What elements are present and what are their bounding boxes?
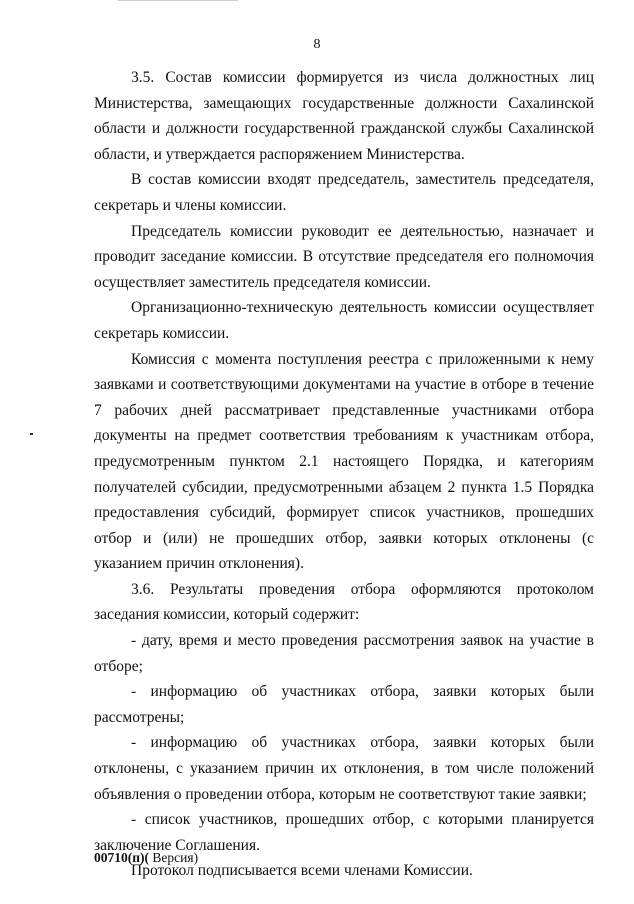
paragraph-secretary: Организационно-техническую деятельность комиссии осуществляет секретарь комиссии.	[94, 299, 594, 342]
document-code-number: 00710(п)(	[94, 850, 150, 865]
paragraph-3-5: 3.5. Состав комиссии формируется из числа должностных лиц Министерства, замещающих государственные должности Сахалинской области и должности государственной гражданской службы Сахалинской области, и утверждается распоряжением Министерства.	[94, 69, 594, 163]
list-item-reviewed-applications: - информацию об участниках отбора, заявки которых были рассмотрены;	[94, 683, 594, 726]
paragraph-chairman: Председатель комиссии руководит ее деятельностью, назначает и проводит заседание комиссии. В отсутствие председателя его полномочия осуществляет заместитель председателя комиссии.	[94, 222, 594, 291]
paragraph-protocol-signing: Протокол подписывается всеми членами Комиссии.	[131, 862, 473, 880]
scan-edge-line	[118, 0, 238, 1]
page-number: 8	[313, 37, 321, 52]
scan-speck	[30, 433, 33, 435]
list-item-date-time-place: - дату, время и место проведения рассмотрения заявок на участие в отборе;	[94, 632, 594, 675]
paragraph-commission-composition: В состав комиссии входят председатель, заместитель председателя, секретарь и члены комиссии.	[94, 171, 594, 214]
paragraph-review-procedure: Комиссия с момента поступления реестра с приложенными к нему заявками и соответствующими документами на участие в отборе в течение 7 рабочих дней рассматривает представленные участниками отбора документы на предмет соответствия требованиям к участникам отбора, предусмотренным пунктом 2.1 настоящего Порядка, и категориям получателей субсидии, предусмотренными абзацем 2 пункта 1.5 Порядка предоставления субсидий, формирует список участников, прошедших отбор и (или) не прошедших отбор, заявки которых отклонены (с указанием причин отклонения).	[94, 350, 594, 573]
list-item-selected-participants: - список участников, прошедших отбор, с которыми планируется заключение Соглашения.	[94, 811, 594, 854]
document-code	[94, 850, 198, 866]
list-item-rejected-applications: - информацию об участниках отбора, заявки которых были отклонены, с указанием причин их отклонения, в том числе положений объявления о проведении отбора, которым не соответствуют такие заявки;	[94, 734, 594, 803]
paragraph-3-6: 3.6. Результаты проведения отбора оформляются протоколом заседания комиссии, который содержит:	[94, 580, 594, 624]
document-body	[94, 65, 594, 884]
document-code-version: Версия)	[149, 850, 199, 865]
